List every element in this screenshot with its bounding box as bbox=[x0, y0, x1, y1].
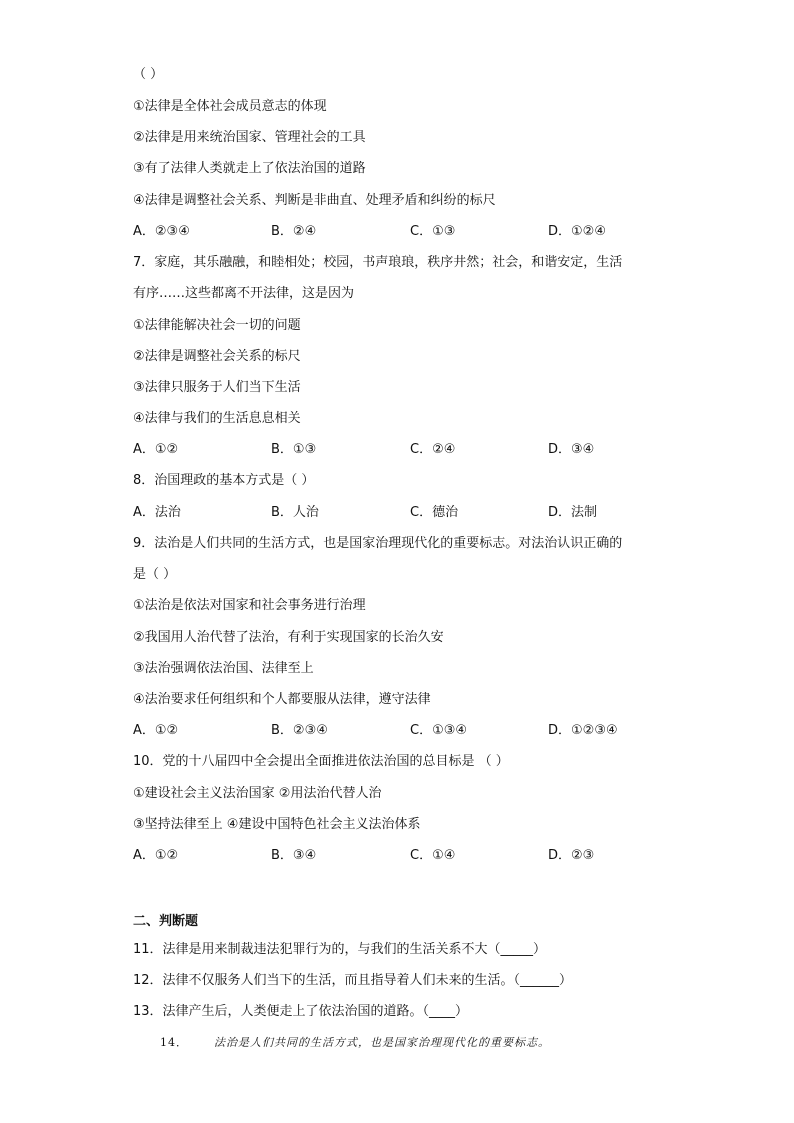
q7-item-1: ①法律能解决社会一切的问题 bbox=[133, 318, 301, 333]
q9-option-d[interactable]: D．①②③④ bbox=[548, 723, 618, 738]
q9-item-2: ②我国用人治代替了法治，有利于实现国家的长治久安 bbox=[133, 630, 444, 645]
q6-item-1: ①法律是全体社会成员意志的体现 bbox=[133, 99, 327, 114]
q13-statement: 13．法律产生后，人类便走上了依法治国的道路。（____） bbox=[133, 1004, 469, 1019]
q7-option-c[interactable]: C．②④ bbox=[410, 442, 456, 457]
q10-option-d[interactable]: D．②③ bbox=[548, 848, 595, 863]
q7-item-2: ②法律是调整社会关系的标尺 bbox=[133, 349, 301, 364]
q8-stem: 8．治国理政的基本方式是（ ） bbox=[133, 473, 315, 488]
q12-statement: 12．法律不仅服务人们当下的生活，而且指导着人们未来的生活。（______） bbox=[133, 973, 573, 988]
q9-option-c[interactable]: C．①③④ bbox=[410, 723, 468, 738]
q14-text: 法治是人们共同的生活方式，也是国家治理现代化的重要标志。 bbox=[214, 1036, 550, 1049]
q7-item-4: ④法律与我们的生活息息相关 bbox=[133, 411, 301, 426]
q6-option-d[interactable]: D．①②④ bbox=[548, 224, 606, 239]
q6-item-2: ②法律是用来统治国家、管理社会的工具 bbox=[133, 130, 366, 145]
q11-statement: 11．法律是用来制裁违法犯罪行为的，与我们的生活关系不大（_____） bbox=[133, 942, 547, 957]
q6-item-4: ④法律是调整社会关系、判断是非曲直、处理矛盾和纠纷的标尺 bbox=[133, 193, 496, 208]
q6-item-3: ③有了法律人类就走上了依法治国的道路 bbox=[133, 161, 366, 176]
q6-stem-tail: （ ） bbox=[133, 67, 164, 82]
q14-statement bbox=[160, 1035, 550, 1051]
q7-option-d[interactable]: D．③④ bbox=[548, 442, 595, 457]
q10-stem: 10．党的十八届四中全会提出全面推进依法治国的总目标是 （ ） bbox=[133, 754, 509, 769]
q8-option-d[interactable]: D．法制 bbox=[548, 505, 598, 520]
q9-option-a[interactable]: A．①② bbox=[133, 723, 179, 738]
q9-stem-line-1: 9．法治是人们共同的生活方式，也是国家治理现代化的重要标志。对法治认识正确的 bbox=[133, 536, 623, 551]
q7-stem-line-1: 7．家庭，其乐融融，和睦相处；校园，书声琅琅，秩序井然；社会，和谐安定，生活 bbox=[133, 255, 623, 270]
q6-option-b[interactable]: B．②④ bbox=[271, 224, 317, 239]
q9-item-4: ④法治要求任何组织和个人都要服从法律，遵守法律 bbox=[133, 692, 431, 707]
q10-items-line-2: ③坚持法律至上 ④建设中国特色社会主义法治体系 bbox=[133, 817, 421, 832]
q10-option-a[interactable]: A．①② bbox=[133, 848, 179, 863]
q10-option-c[interactable]: C．①④ bbox=[410, 848, 456, 863]
q9-stem-line-2: 是（ ） bbox=[133, 567, 177, 582]
q6-option-c[interactable]: C．①③ bbox=[410, 224, 456, 239]
q9-option-b[interactable]: B．②③④ bbox=[271, 723, 328, 738]
q7-item-3: ③法律只服务于人们当下生活 bbox=[133, 380, 301, 395]
q8-option-c[interactable]: C．德治 bbox=[410, 505, 459, 520]
q14-number: 14． bbox=[160, 1036, 188, 1049]
q8-option-a[interactable]: A．法治 bbox=[133, 505, 181, 520]
q6-option-a[interactable]: A．②③④ bbox=[133, 224, 190, 239]
q7-option-a[interactable]: A．①② bbox=[133, 442, 179, 457]
q10-option-b[interactable]: B．③④ bbox=[271, 848, 317, 863]
q9-item-1: ①法治是依法对国家和社会事务进行治理 bbox=[133, 598, 366, 613]
q7-stem-line-2: 有序……这些都离不开法律，这是因为 bbox=[133, 286, 355, 301]
q7-option-b[interactable]: B．①③ bbox=[271, 442, 317, 457]
q10-items-line-1: ①建设社会主义法治国家 ②用法治代替人治 bbox=[133, 786, 382, 801]
q9-item-3: ③法治强调依法治国、法律至上 bbox=[133, 661, 314, 676]
section-heading-true-false: 二、判断题 bbox=[133, 914, 199, 929]
q8-option-b[interactable]: B．人治 bbox=[271, 505, 319, 520]
